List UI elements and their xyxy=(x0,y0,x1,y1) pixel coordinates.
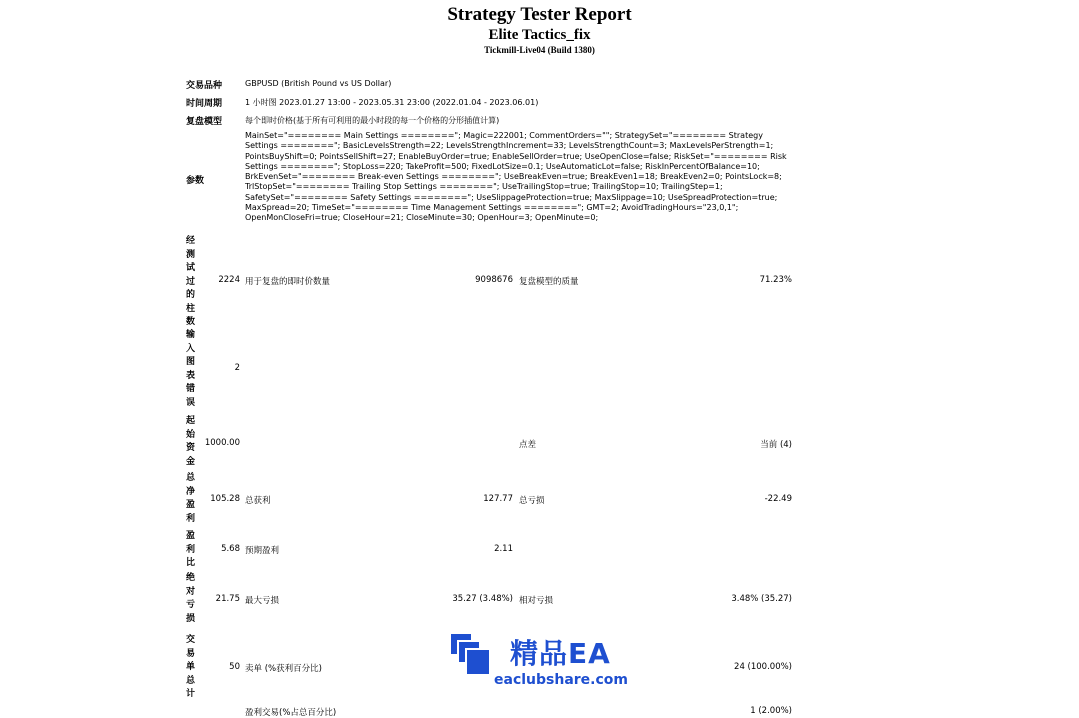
server-build: Tickmill-Live04 (Build 1380) xyxy=(484,45,595,55)
report-title: Strategy Tester Report xyxy=(447,4,632,25)
expected-label: 预期盈利 xyxy=(245,546,280,556)
ticks-value: 9098676 xyxy=(475,275,513,285)
maxdd-value: 35.27 (3.48%) xyxy=(452,594,513,604)
symbol-value: GBPUSD (British Pound vs US Dollar) xyxy=(245,79,392,88)
model-value: 每个即时价格(基于所有可利用的最小时段的每一个价格的分形插值计算) xyxy=(245,116,500,125)
deposit-value: 1000.00 xyxy=(204,438,240,448)
params-label: 参数 xyxy=(186,176,205,186)
errors-value: 2 xyxy=(234,363,240,373)
reldd-value: 3.48% (35.27) xyxy=(731,594,792,604)
spread-label: 点差 xyxy=(519,440,537,450)
grossloss-value: -22.49 xyxy=(764,494,792,504)
quality-value: 71.23% xyxy=(759,275,792,285)
period-label: 时间周期 xyxy=(186,99,223,109)
trades-value: 50 xyxy=(229,662,240,672)
netprofit-label: 总净盈利 xyxy=(186,473,196,524)
netprofit-value: 105.28 xyxy=(210,494,240,504)
ticks-label: 用于复盘的即时价数量 xyxy=(245,277,331,287)
maxdd-label: 最大亏损 xyxy=(245,596,280,606)
spread-value: 当前 (4) xyxy=(760,440,792,450)
grossprofit-label: 总获利 xyxy=(245,496,271,506)
absdd-label: 绝对亏损 xyxy=(186,573,196,624)
expected-value: 2.11 xyxy=(494,544,513,554)
symbol-label: 交易品种 xyxy=(186,81,223,91)
params-value: MainSet="======== Main Settings ========"; Magic=222001; CommentOrders=""; StrategySet="======== Strategy Settings ========"; BasicLevelsStrength=22; LevelsStrengthIncrement=33; LevelsStrengthCount=3; MaxLevelsPerStrength=1; PointsBuyShift=0; PointsSellShift=27; EnableBuyOrder=true; EnableSellOrder=true; UseOpenClose=false; RiskSet="======== Risk Settings ========"; StopLoss=220; TakeProfit=500; FixedLotSize=0.1; UseAutomaticLot=false; RiskInPercentOfBalance=10; BrkEvenSet="======== Break-even Settings ========"; UseBreakEven=true; BreakEven1=18; BreakEven2=0; PointsLock=8; TrlStopSet="======== Trailing Stop Settings ========"; UseTrailingStop=true; TrailingStop=10; TrailingStep=1; SafetySet="======== Safety Settings ========"; UseSlippageProtection=true; MaxSlippage=10; UseSpreadProtection=true; MaxSpread=20; TimeSet="======== Time Management Settings ========"; GMT=2; AvoidTradingHours="23,0,1"; OpenMonCloseFri=true; CloseHour=21; CloseMinute=30; OpenHour=3; OpenMinute=0; xyxy=(245,131,787,223)
profit-trades-label: 盈利交易(%占总百分比) xyxy=(245,708,337,718)
absdd-value: 21.75 xyxy=(215,594,240,604)
watermark-brand: 精品EA xyxy=(510,637,611,670)
pf-label: 盈利比 xyxy=(186,531,196,568)
watermark-url: eaclubshare.com xyxy=(494,672,628,688)
bars-label: 经测试过的柱数 xyxy=(186,236,196,327)
short-value: 24 (100.00%) xyxy=(734,662,792,672)
report-subtitle: Elite Tactics_fix xyxy=(488,27,591,43)
deposit-label: 起始资金 xyxy=(186,416,196,467)
pf-value: 5.68 xyxy=(221,544,240,554)
grossloss-label: 总亏损 xyxy=(519,496,545,506)
trades-label: 交易单总计 xyxy=(186,635,196,699)
errors-label: 输入图表错误 xyxy=(186,330,196,408)
short-label: 卖单 (%获利百分比) xyxy=(245,664,322,674)
last-value: 1 (2.00%) xyxy=(750,706,792,716)
bars-value: 2224 xyxy=(218,275,240,285)
grossprofit-value: 127.77 xyxy=(483,494,513,504)
layers-logo-icon xyxy=(443,630,493,680)
model-label: 复盘模型 xyxy=(186,117,223,127)
period-value: 1 小时图 2023.01.27 13:00 - 2023.05.31 23:00 (2022.01.04 - 2023.06.01) xyxy=(245,98,539,107)
quality-label: 复盘模型的质量 xyxy=(519,277,579,287)
reldd-label: 相对亏损 xyxy=(519,596,554,606)
